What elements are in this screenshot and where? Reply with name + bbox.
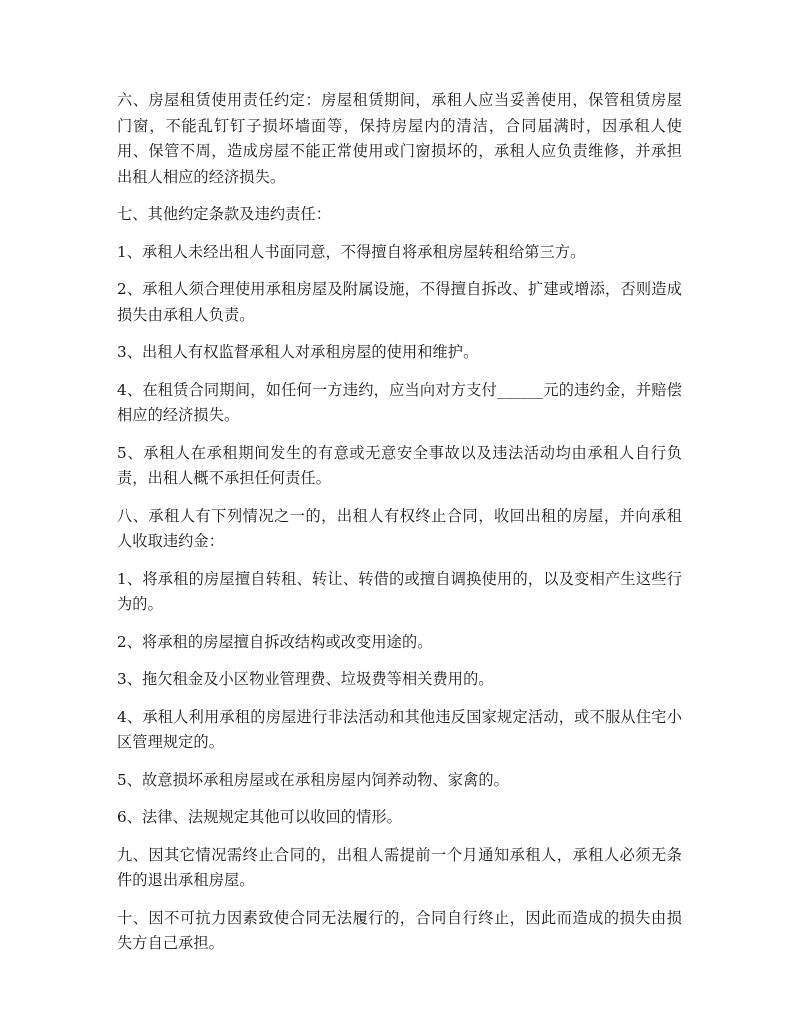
clause-seven-item-5: 5、承租人在承租期间发生的有意或无意安全事故以及违法活动均由承租人自行负责，出租人概不承担任何责任。: [117, 443, 682, 487]
clause-eight-item-5: 5、故意损坏承租房屋或在承租房屋内饲养动物、家禽的。: [117, 770, 509, 789]
clause-seven-item-1: 1、承租人未经出租人书面同意，不得擅自将承租房屋转租给第三方。: [117, 242, 586, 261]
clause-ten-paragraph: 十、因不可抗力因素致使合同无法履行的，合同自行终止，因此而造成的损失由损失方自己承担。: [117, 908, 682, 952]
clause-seven-item-3: 3、出租人有权监督承租人对承租房屋的使用和维护。: [117, 343, 479, 361]
clause-nine-paragraph: 九、因其它情况需终止合同的，出租人需提前一个月通知承租人，承租人必须无条件的退出承租房屋。: [117, 845, 682, 889]
clause-eight-heading: 八、承租人有下列情况之一的，出租人有权终止合同，收回出租的房屋，并向承租人收取违约金：: [117, 506, 682, 550]
clause-eight-item-3: 3、拖欠租金及小区物业管理费、垃圾费等相关费用的。: [117, 670, 494, 688]
clause-seven-item-2: 2、承租人须合理使用承租房屋及附属设施，不得擅自拆改、扩建或增添，否则造成损失由承租人负责。: [117, 280, 682, 324]
clause-seven-heading: 七、其他约定条款及违约责任：: [117, 205, 332, 223]
document-page: [117, 88, 682, 969]
clause-eight-item-2: 2、将承租的房屋擅自拆改结构或改变用途的。: [117, 632, 433, 651]
clause-six-paragraph: 六、房屋租赁使用责任约定：房屋租赁期间，承租人应当妥善使用，保管租赁房屋门窗，不能乱钉钉子损坏墙面等，保持房屋内的清洁，合同届满时，因承租人使用、保管不周，造成房屋不能正常使用或门窗损坏的，承租人应负责维修，并承担出租人相应的经济损失。: [117, 91, 682, 186]
clause-eight-item-4: 4、承租人利用承租的房屋进行非法活动和其他违反国家规定活动，或不服从住宅小区管理规定的。: [117, 707, 682, 751]
clause-eight-item-6: 6、法律、法规规定其他可以收回的情形。: [117, 808, 402, 826]
clause-eight-item-1: 1、将承租的房屋擅自转租、转让、转借的或擅自调换使用的，以及变相产生这些行为的。: [117, 569, 682, 613]
clause-seven-item-4: 4、在租赁合同期间，如任何一方违约，应当向对方支付______元的违约金，并赔偿相应的经济损失。: [117, 380, 682, 424]
